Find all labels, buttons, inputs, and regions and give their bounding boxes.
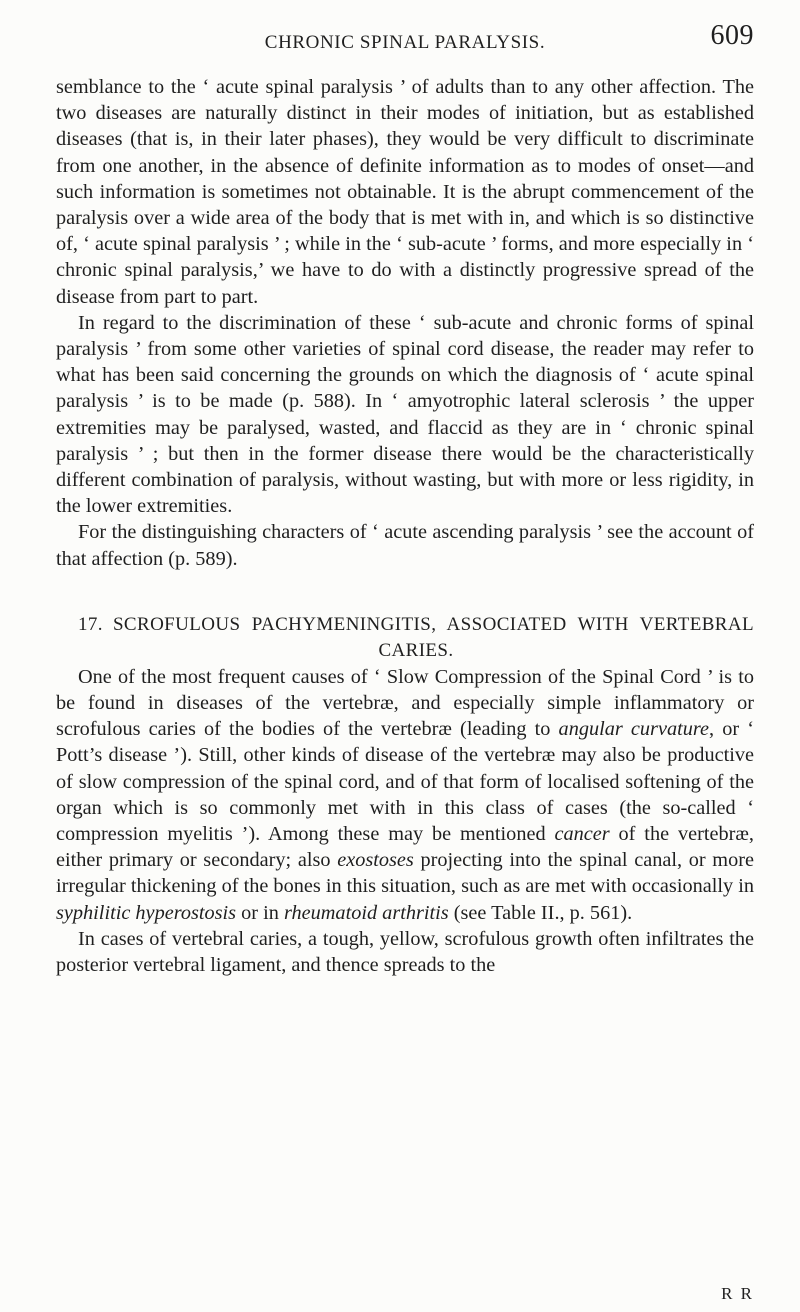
text-run: projecting into the spinal canal, or more irregular thickening of the bones in this situation, such as are met with occasionally in — [56, 849, 754, 898]
paragraph-vertebral-caries: In cases of vertebral caries, a tough, yellow, scrofulous growth often infiltrates the posterior vertebral ligament, and thence spreads to the — [56, 927, 754, 977]
text-run: , or ‘ Pott’s disease ’). Still, other kinds of disease of the vertebræ may also be productive of slow compression of the spinal cord, and of that form of localised softening of the organ which is so commonly met with in this class of cases (the so-called ‘ compression myelitis ’). Among these may be mentioned — [56, 718, 754, 846]
text-run: (see Table II., p. 561). — [448, 901, 633, 924]
italic-term: exostoses — [337, 849, 414, 872]
paragraph-continued: semblance to the ‘ acute spinal paralysis ’ of adults than to any other affection. The two diseases are naturally distinct in their modes of initiation, but as established diseases (that is, in their later phases), they would be very difficult to discriminate from one another, in the absence of definite information as to modes of onset—and such information is sometimes not obtainable. It is the abrupt commencement of the paralysis over a wide area of the body that is met with in, and which is so distinctive of, ‘ acute spinal paralysis ’ ; while in the ‘ sub-acute ’ forms, and more especially in ‘ chronic spinal paralysis,’ we have to do with a distinctly progressive spread of the disease from part to part. — [56, 76, 754, 308]
section-number: 17. — [78, 613, 103, 635]
paragraph-acute-ascending: For the distinguishing characters of ‘ acute ascending paralysis ’ see the account of that affection (p. 589). — [56, 521, 754, 570]
section-title: SCROFULOUS PACHYMENINGITIS, ASSOCIATED WITH VERTEBRAL CARIES. — [112, 613, 754, 661]
section-heading — [56, 612, 754, 664]
text-run: or in — [236, 901, 284, 924]
signature-mark: R R — [721, 1284, 754, 1303]
running-title: CHRONIC SPINAL PARALYSIS. — [264, 32, 546, 53]
italic-term: rheumatoid arthritis — [283, 901, 449, 924]
body-text — [56, 74, 754, 978]
text-run: One of the most frequent causes of ‘ Slow Compression of the Spinal Cord ’ is to be found in diseases of the vertebræ, and especially simple inflammatory or scrofulous caries of the bodies of the vertebræ (leading to — [56, 665, 754, 741]
page-number: 609 — [710, 20, 754, 51]
italic-term: syphilitic hyperostosis — [56, 901, 237, 924]
italic-term: cancer — [554, 823, 610, 846]
italic-term: angular curvature — [558, 718, 710, 741]
running-head — [56, 20, 754, 60]
paragraph-discrimination: In regard to the discrimination of these ‘ sub-acute and chronic forms of spinal paralysis ’ from some other varieties of spinal cord disease, the reader may refer to what has been said concerning the grounds on which the diagnosis of ‘ acute spinal paralysis ’ is to be made (p. 588). In ‘ amyotrophic lateral sclerosis ’ the upper extremities may be paralysed, wasted, and flaccid as they are in ‘ chronic spinal paralysis ’ ; but then in the former disease there would be the characteristically different combination of paralysis, without wasting, but with more or less rigidity, in the lower extremities. — [56, 311, 754, 518]
text-run: of the vertebræ, either primary or secondary; also — [56, 823, 754, 872]
paragraph-causes — [56, 664, 754, 926]
